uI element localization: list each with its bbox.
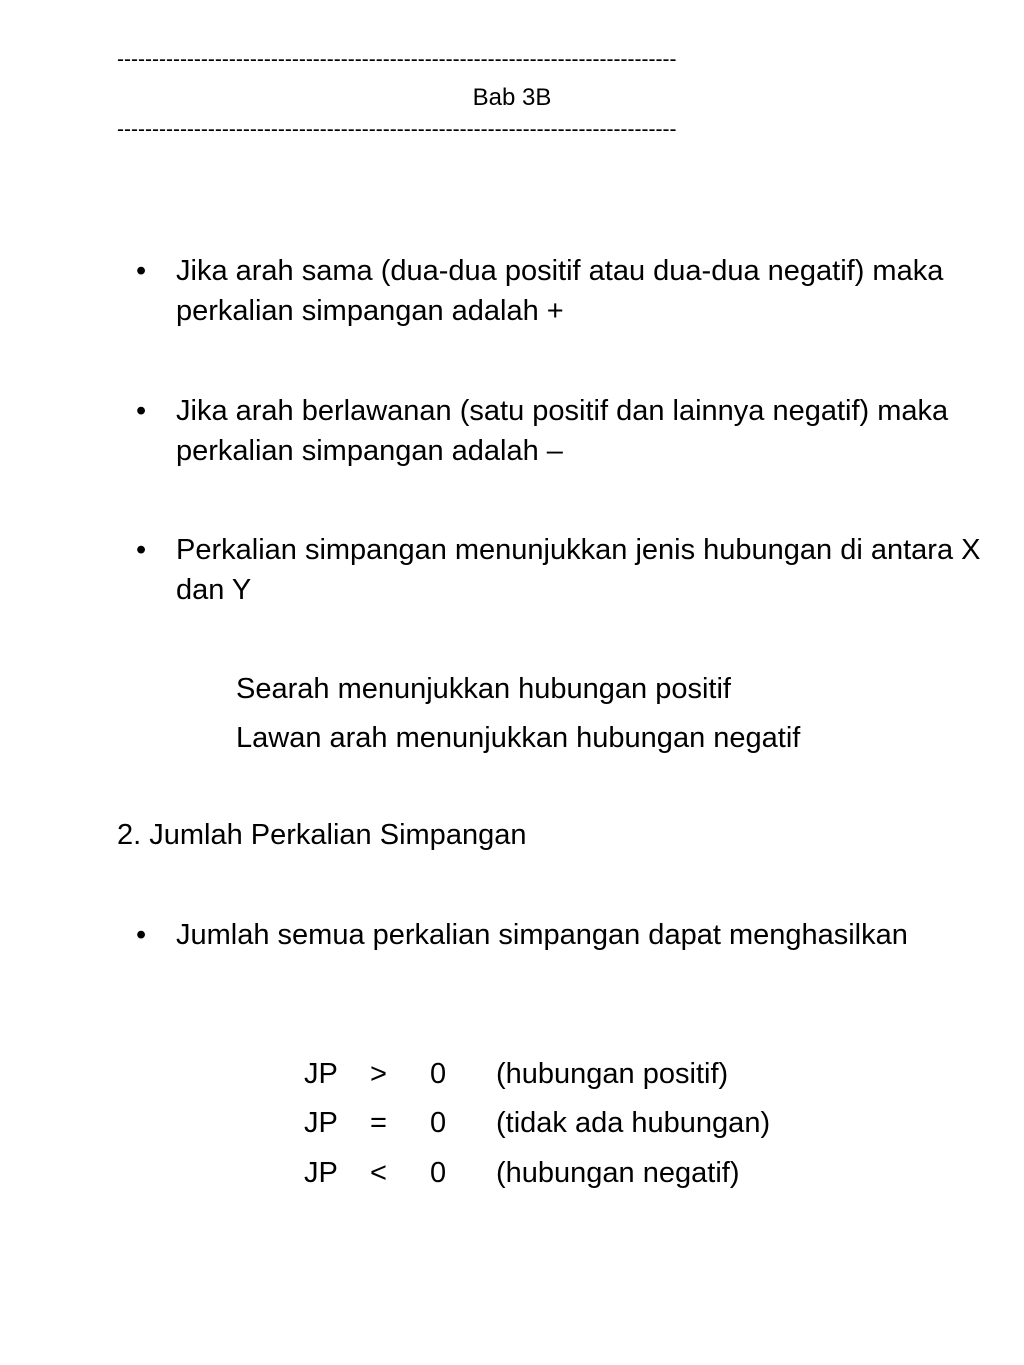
header-divider-bottom: -------------------------------------------------------------------------------- [117, 118, 677, 141]
bullet-item-relationship-type [128, 530, 988, 610]
bullet-icon: • [136, 255, 147, 287]
jp-value: 0 [430, 1058, 447, 1090]
bullet-icon: • [136, 395, 147, 427]
page-title: Bab 3B [472, 84, 552, 111]
bullet-icon: • [136, 534, 147, 566]
bullet-text: Jika arah sama (dua-dua positif atau dua-dua negatif) maka perkalian simpangan adalah + [176, 255, 944, 327]
section-heading: 2. Jumlah Perkalian Simpangan [117, 819, 527, 851]
jp-value: 0 [430, 1157, 447, 1189]
jp-operator: = [370, 1107, 387, 1139]
bullet-icon: • [136, 919, 147, 951]
jp-operator: > [370, 1058, 387, 1090]
bullet-item-sum-products [128, 915, 988, 955]
jp-description: (tidak ada hubungan) [496, 1107, 771, 1139]
note-lawan-arah: Lawan arah menunjukkan hubungan negatif [236, 722, 801, 754]
jp-label: JP [304, 1107, 338, 1139]
bullet-text: Perkalian simpangan menunjukkan jenis hubungan di antara X dan Y [176, 534, 981, 606]
jp-label: JP [304, 1157, 338, 1189]
header-divider-top: -------------------------------------------------------------------------------- [117, 48, 677, 71]
jp-label: JP [304, 1058, 338, 1090]
jp-value: 0 [430, 1107, 447, 1139]
bullet-item-opposite-direction [128, 391, 988, 471]
jp-description: (hubungan negatif) [496, 1157, 740, 1189]
bullet-item-same-direction [128, 251, 988, 331]
jp-description: (hubungan positif) [496, 1058, 729, 1090]
jp-operator: < [370, 1157, 387, 1189]
bullet-text: Jumlah semua perkalian simpangan dapat menghasilkan [176, 919, 908, 951]
note-searah: Searah menunjukkan hubungan positif [236, 673, 731, 705]
bullet-text: Jika arah berlawanan (satu positif dan lainnya negatif) maka perkalian simpangan adalah – [176, 395, 949, 467]
